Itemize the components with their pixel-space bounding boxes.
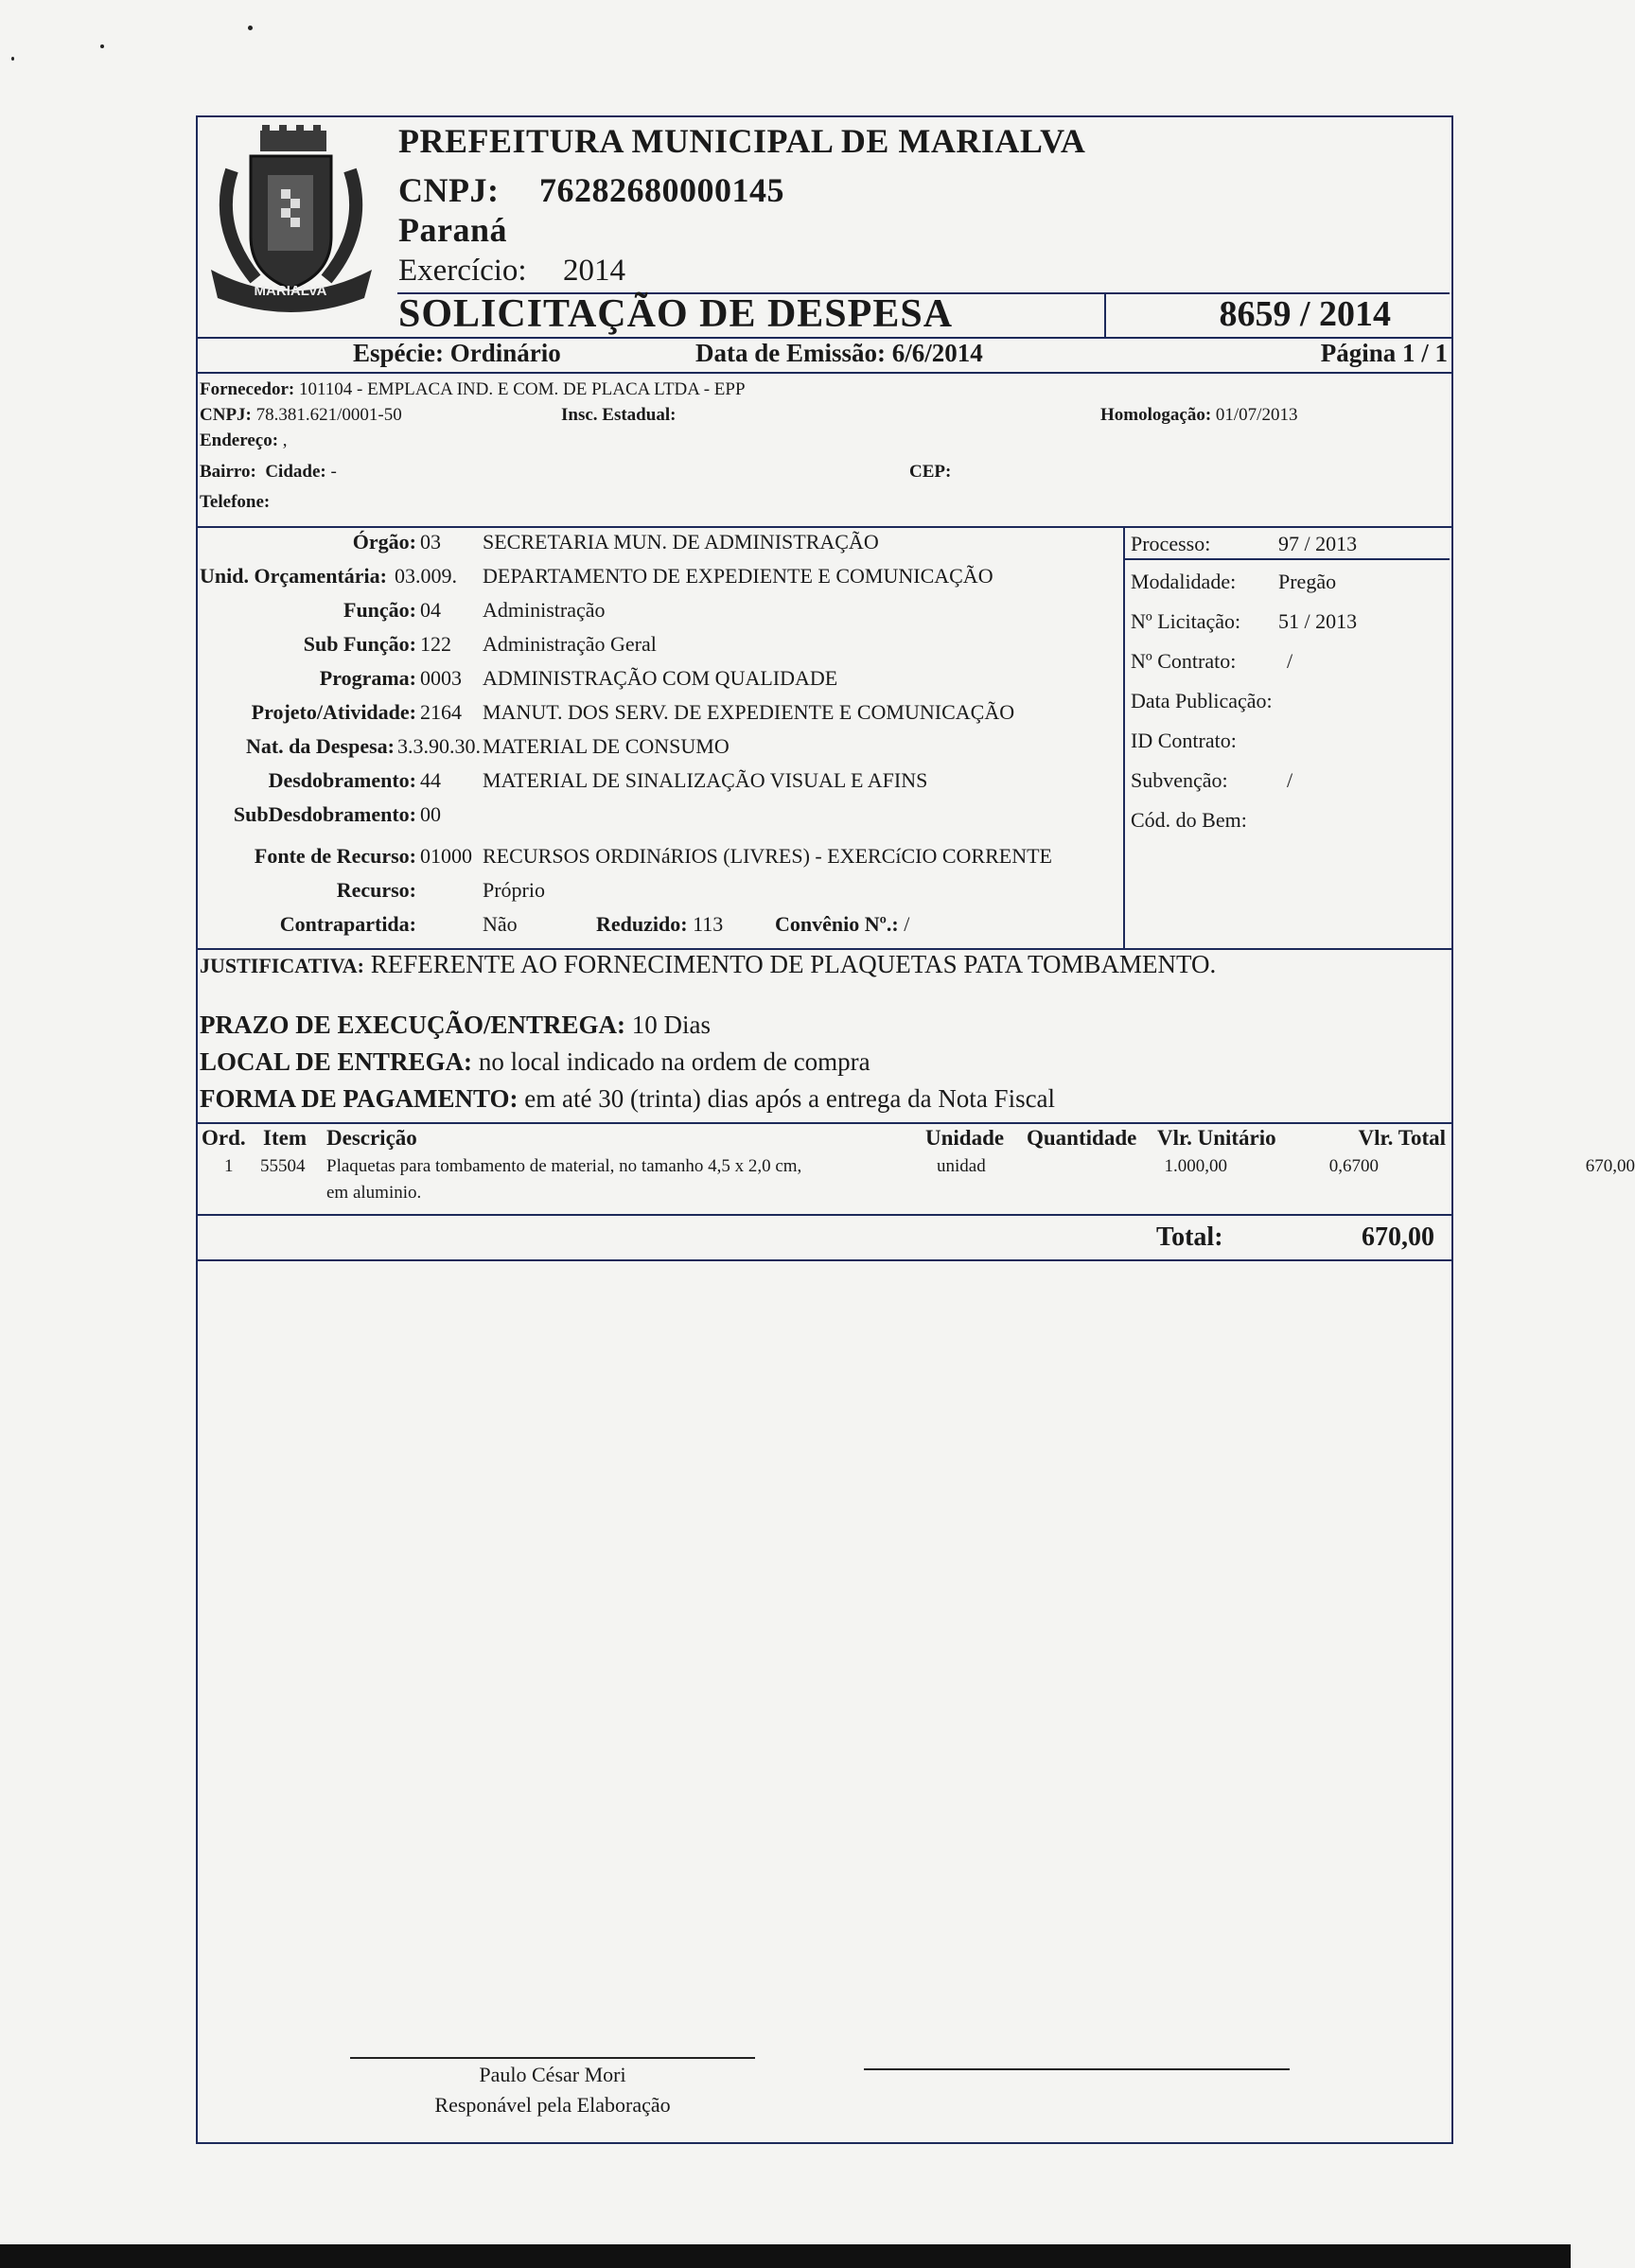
scan-speck [248, 26, 253, 30]
prazo-label: PRAZO DE EXECUÇÃO/ENTREGA: [200, 1011, 626, 1039]
prazo-value: 10 Dias [631, 1011, 712, 1039]
process-value: Pregão [1278, 570, 1337, 593]
process-label: Data Publicação: [1131, 689, 1273, 712]
pagina: Página 1 / 1 [1320, 339, 1448, 367]
budget-label: Nat. da Despesa: [245, 734, 395, 758]
justificativa-label: JUSTIFICATIVA: [200, 954, 365, 977]
row-ord: 1 [224, 1156, 234, 1176]
process-label: Modalidade: [1131, 570, 1237, 593]
insc-estadual-label: Insc. Estadual: [561, 405, 677, 425]
budget-code: 03.009. [395, 564, 457, 588]
exercicio-value: 2014 [563, 254, 625, 288]
process-label: ID Contrato: [1131, 729, 1237, 752]
total-value: 670,00 [1362, 1222, 1434, 1252]
col-header-quantidade: Quantidade [1027, 1126, 1137, 1150]
prazo-entrega [200, 1011, 711, 1040]
budget-code: 3.3.90.30. [397, 734, 481, 758]
row-vlr-total: 670,00 [1585, 1156, 1635, 1176]
scan-speck [100, 44, 104, 48]
document-title: SOLICITAÇÃO DE DESPESA [398, 292, 954, 336]
reduzido-label: Reduzido: [596, 912, 688, 936]
supplier-bottom-divider [196, 526, 1451, 528]
total-bottom-divider [196, 1259, 1451, 1261]
homologacao-value: 01/07/2013 [1215, 405, 1298, 425]
data-emissao: Data de Emissão: 6/6/2014 [695, 339, 983, 367]
budget-desc: SECRETARIA MUN. DE ADMINISTRAÇÃO [483, 530, 879, 554]
fornecedor-label: Fornecedor: [200, 379, 295, 399]
row-desc-line1: Plaquetas para tombamento de material, no tamanho 4,5 x 2,0 cm, [326, 1156, 802, 1176]
cidade-label: Cidade: [265, 462, 326, 482]
table-row [196, 1156, 1635, 1209]
budget-desc: MANUT. DOS SERV. DE EXPEDIENTE E COMUNICAÇÃO [483, 700, 1015, 724]
budget-label: Programa: [319, 666, 416, 690]
local-entrega [200, 1047, 870, 1077]
endereco-value: , [282, 431, 288, 450]
budget-label: Órgão: [352, 530, 416, 554]
budget-label: Sub Função: [303, 632, 416, 656]
budget-code: 0003 [420, 666, 462, 690]
forma-pagamento [200, 1084, 1055, 1114]
budget-desc: ADMINISTRAÇÃO COM QUALIDADE [483, 666, 838, 690]
justificativa-value: REFERENTE AO FORNECIMENTO DE PLAQUETAS PATA TOMBAMENTO. [370, 950, 1217, 978]
items-bottom-divider [196, 1214, 1451, 1216]
scan-speck [11, 57, 14, 61]
process-divider [1123, 558, 1450, 560]
especie: Espécie: Ordinário [353, 339, 561, 367]
org-cnpj-value: 76282680000145 [539, 171, 784, 209]
header-bottom-divider [196, 372, 1451, 374]
cep-label: CEP: [909, 462, 952, 482]
col-header-unidade: Unidade [925, 1126, 1005, 1150]
budget-code: 03 [420, 530, 441, 554]
org-name: PREFEITURA MUNICIPAL DE MARIALVA [398, 122, 1086, 160]
budget-label: Unid. Orçamentária: [200, 564, 387, 588]
budget-label: Função: [343, 598, 416, 622]
signature-name: Paulo César Mori [479, 2063, 626, 2086]
budget-code: 44 [420, 768, 441, 792]
cidade-value: - [330, 462, 337, 482]
endereco-label: Endereço: [200, 431, 279, 450]
row-unidade: unidad [937, 1156, 986, 1176]
budget-code: 01000 [420, 844, 472, 868]
municipal-seal-icon [203, 123, 378, 312]
row-quantidade: 1.000,00 [1164, 1156, 1227, 1176]
budget-code: 04 [420, 598, 441, 622]
process-label: Subvenção: [1131, 768, 1228, 792]
budget-desc: Administração Geral [483, 632, 657, 656]
budget-desc: MATERIAL DE CONSUMO [483, 734, 730, 758]
reduzido-value: 113 [693, 912, 724, 936]
budget-desc: Administração [483, 598, 606, 622]
process-label: Cód. do Bem: [1131, 808, 1247, 832]
convenio-value: / [904, 912, 910, 936]
col-header-descricao: Descrição [326, 1126, 417, 1150]
row-vlr-unitario: 0,6700 [1328, 1156, 1379, 1176]
terms-bottom-divider [196, 1122, 1451, 1124]
exercicio-label: Exercício: [398, 254, 527, 288]
forma-label: FORMA DE PAGAMENTO: [200, 1084, 519, 1113]
col-header-vlr-total: Vlr. Total [1358, 1126, 1446, 1150]
process-label: Nº Contrato: [1131, 649, 1237, 673]
budget-desc: DEPARTAMENTO DE EXPEDIENTE E COMUNICAÇÃO [483, 564, 993, 588]
budget-code: 00 [420, 802, 441, 826]
doc-number-divider [1104, 292, 1106, 337]
budget-label: Fonte de Recurso: [254, 844, 416, 868]
budget-desc: Próprio [483, 878, 545, 902]
process-label: Processo: [1131, 532, 1211, 555]
org-state: Paraná [398, 211, 507, 249]
col-header-item: Item [263, 1126, 307, 1150]
seal-ribbon-text: MARIALVA [254, 283, 327, 299]
signature-line-left [350, 2057, 755, 2059]
total-label: Total: [1156, 1222, 1223, 1252]
supplier-cnpj-label: CNPJ: [200, 405, 252, 425]
budget-label: Desdobramento: [268, 768, 416, 792]
budget-label: Recurso: [336, 878, 416, 902]
telefone-label: Telefone: [200, 492, 271, 512]
local-value: no local indicado na ordem de compra [478, 1047, 870, 1076]
row-item: 55504 [260, 1156, 306, 1176]
scan-bottom-border [0, 2244, 1571, 2268]
homologacao-label: Homologação: [1100, 405, 1212, 425]
fornecedor-value: 101104 - EMPLACA IND. E COM. DE PLACA LTDA - EPP [298, 379, 746, 399]
col-header-ord: Ord. [202, 1126, 246, 1150]
budget-code: 2164 [420, 700, 462, 724]
process-label: Nº Licitação: [1131, 609, 1241, 633]
supplier-cnpj-value: 78.381.621/0001-50 [255, 405, 402, 425]
budget-label: Contrapartida: [279, 912, 416, 936]
justificativa [200, 950, 1216, 979]
budget-desc: RECURSOS ORDINáRIOS (LIVRES) - EXERCíCIO CORRENTE [483, 844, 1052, 868]
process-value: 51 / 2013 [1278, 609, 1358, 633]
document-number: 8659 / 2014 [1219, 294, 1391, 334]
budget-desc: Não [483, 912, 518, 936]
local-label: LOCAL DE ENTREGA: [200, 1047, 473, 1076]
bairro-label: Bairro: [200, 462, 256, 482]
supplier-block [200, 379, 1444, 521]
convenio-label: Convênio Nº.: [775, 912, 899, 936]
process-value: / [1287, 649, 1293, 673]
row-desc-line2: em aluminio. [326, 1183, 422, 1203]
budget-label: SubDesdobramento: [233, 802, 416, 826]
budget-code: 122 [420, 632, 451, 656]
signature-line-right [864, 2068, 1290, 2070]
col-header-vlr-unitario: Vlr. Unitário [1157, 1126, 1276, 1150]
budget-desc: MATERIAL DE SINALIZAÇÃO VISUAL E AFINS [483, 768, 928, 792]
signature-role: Responável pela Elaboração [434, 2093, 671, 2117]
process-box-left [1123, 528, 1125, 948]
org-cnpj-label: CNPJ: [398, 171, 500, 209]
process-block [1131, 532, 1448, 844]
process-value: 97 / 2013 [1278, 532, 1358, 555]
process-value: / [1287, 768, 1293, 792]
forma-value: em até 30 (trinta) dias após a entrega da Nota Fiscal [524, 1084, 1056, 1113]
budget-block [196, 530, 1123, 946]
budget-label: Projeto/Atividade: [251, 700, 416, 724]
